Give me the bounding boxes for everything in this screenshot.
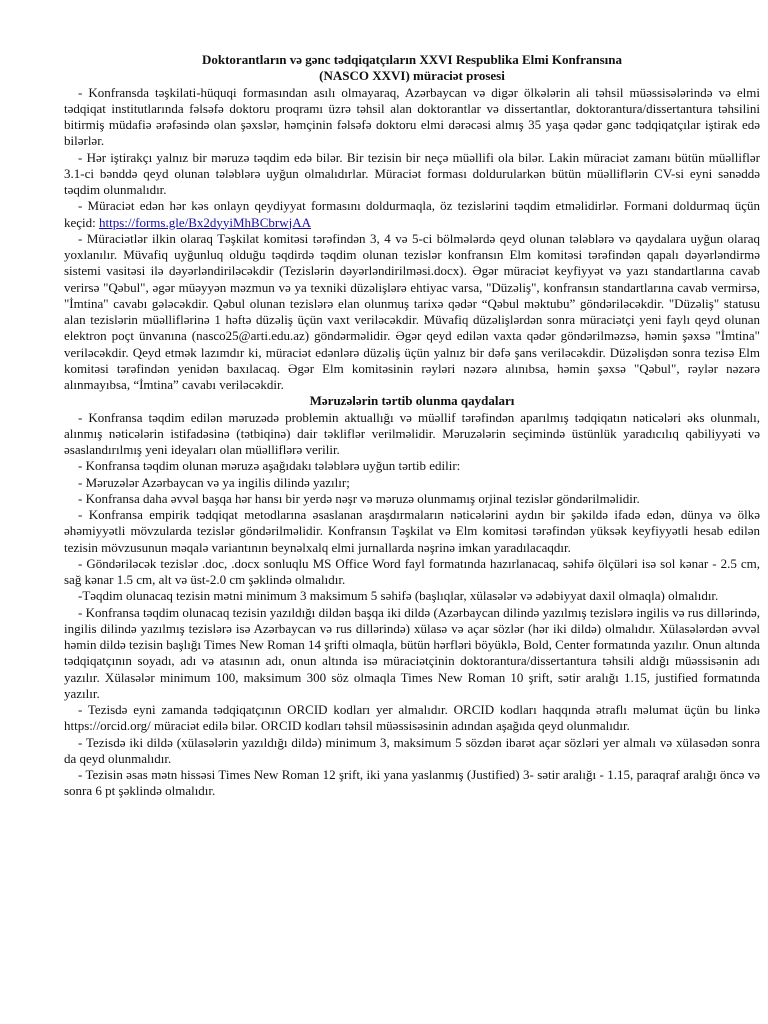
paragraph-keywords: - Tezisdə iki dildə (xülasələrin yazıldığı dildə) minimum 3, maksimum 5 sözdən ibarət açar sözləri yer almalı və xülasədən sonra da qeyd olunmalıdır. [64,734,760,766]
registration-form-link[interactable]: https://forms.gle/Bx2dyyiMhBCbrwjAA [99,214,311,230]
section-title-rules: Məruzələrin tərtib olunma qaydaları [309,393,515,409]
document-title-line1: Doktorantların və gənc tədqiqatçıların XXVI Respublika Elmi Konfransına [201,52,622,67]
paragraph-abstracts: - Konfransa təqdim olunacaq tezisin yazıldığı dildən başqa iki dildə (Azərbaycan dilində yazılmış tezislərə ingilis və rus dillərində, ingilis dilində yazılmış tezislərə isə Azərbaycan və rus dillərində) xülasə və açar sözlər (hər iki dildə) olmalıdır. Xülasələrdən əvvəl həmin dildə tezisin başlığı Times New Roman 14 şrifti olmaqla, bütün hərfləri böyüklə, Bold, Center formatında yazılır. Onun altında tədqiqatçının soyadı, adı və atasının adı, onun altında isə müraciətçinin doktorantura/dissertantura təhsili aldığı müəssisənin adı yazılır. Xülasələr minimum 100, maksimum 300 söz olmaqla Times New Roman 10 şrift, sətir aralığı 1.15, justified formatında yazılır. [64,604,760,701]
paragraph-originality: - Konfransa daha əvvəl başqa hər hansı bir yerdə nəşr və məruzə olunmamış orjinal tezislər göndərilməlidir. [78,490,640,506]
registration-text: - Müraciət edən hər kəs onlayn qeydiyyat formasını doldurmaqla, öz tezislərini təqdim etməlidirlər. Formani doldurmaq üçün keçid: [64,198,760,230]
paragraph-requirements-intro: - Konfransa təqdim olunan məruzə aşağıdakı tələblərə uyğun tərtib edilir: [78,458,461,474]
paragraph-orcid: - Tezisdə eyni zamanda tədqiqatçının ORCID kodları yer almalıdır. ORCID kodları haqqında ətraflı məlumat üçün bu linkə https://orcid.org/ müraciət edilə bilər. ORCID kodları təhsil müəssisəsinin adından aşağıda qeyd olunmalıdır. [64,702,760,734]
paragraph-authors: - Hər iştirakçı yalnız bir məruzə təqdim edə bilər. Bir tezisin bir neçə müəllifi ola bilər. Lakin müraciət zamanı bütün müəlliflər 3.1-ci bənddə qeyd olunan tələblərə uyğun olmalıdırlar. Müraciət forması doldurularkən bütün müəlliflərin CV-si eyni sənəddə təqdim olunmalıdır. [64,149,760,197]
paragraph-file-format: - Göndəriləcək tezislər .doc, .docx sonluqlu MS Office Word fayl formatında hazırlanacaq, səhifə ölçüləri isə sol kənar - 2.5 cm, sağ kənar 1.5 cm, alt və üst-2.0 cm şəklində olmalıdır. [64,555,760,587]
paragraph-content: - Konfransa təqdim edilən məruzədə problemin aktuallığı və müəllif tərəfindən aparılmış tədqiqatın nəticələri əks olunmalı, alınmış nəticələrin istifadəsinə (tətbiqinə) dair təkliflər verilməlidir. Məruzələrin seçimində üstünlük yaradıcılıq qabiliyyəti və əsaslandırılmış yeni ideyaları olan müəlliflərə verilir. [64,409,760,457]
paragraph-participants: - Konfransda təşkilati-hüquqi formasından asılı olmayaraq, Azərbaycan və digər ölkələrin ali təhsil müəssisələrində və elmi tədqiqat institutlarında fəlsəfə doktoru proqramı üzrə təhsil alan doktorantlar və dissertantlar, doktorantura/dissertantura təhsilini bitirmiş müdafiə ərəfəsində olan şəxslər, həmçinin fəlsəfə doktoru elmi dərəcəsi almış 35 yaşa qədər gənc tədqiqatçılar iştirak edə bilərlər. [64,84,760,149]
document-page [64,52,760,800]
paragraph-length: -Təqdim olunacaq tezisin mətni minimum 3 maksimum 5 səhifə (başlıqlar, xülasələr və ədəbiyyat daxil olmaqla) olmalıdır. [78,588,719,604]
paragraph-language: - Məruzələr Azərbaycan və ya ingilis dilində yazılır; [78,474,350,490]
paragraph-main-text: - Tezisin əsas mətn hissəsi Times New Roman 12 şrift, iki yana yaslanmış (Justified) 3- sətir aralığı - 1.15, paraqraf aralığı öncə və sonra 6 pt şəklində olmalıdır. [64,767,760,799]
document-title-line2: (NASCO XXVI) müraciət prosesi [319,68,505,84]
paragraph-review-process: - Müraciətlər ilkin olaraq Təşkilat komitəsi tərəfindən 3, 4 və 5-ci bölmələrdə qeyd olunan tələblərə və qaydalara uyğun olaraq yoxlanılır. Müvafiq uyğunluq olduğu təqdirdə təqdim olunan tezislər konfransın Elm komitəsi tərəfindən qapalı dəyərləndirmə sistemi vasitəsi ilə dəyərləndiriləcəkdir (Tezislərin dəyərləndirilməsi.docx). Əgər müraciət keyfiyyət və yazı standartlarına cavab verirsə "Qəbul", əgər müəyyən məzmun və ya texniki düzəlişlərə ehtiyac varsa, "Düzəliş", konfransın standartlarına cavab vermirsə, "İmtina" cavabı gələcəkdir. Qəbul olunan tezislərə elan olunmuş tarixə qədər “Qəbul məktubu” göndəriləcəkdir. "Düzəliş" statusu alan tezislərin müəlliflərinə 1 həftə düzəliş üçün vaxt veriləcəkdir. Müvafiq düzəlişlərdən sonra müraciətçi yeni faylı qeyd olunan elektron poçt ünvanına (nasco25@arti.edu.az) göndərməlidir. Əgər qeyd edilən vaxta qədər göndərilməzsə, həmin şəxsə "İmtina" veriləcəkdir. Qeyd etmək lazımdır ki, müraciət edənlərə düzəliş üçün yalnız bir dəfə şans veriləcəkdir. Düzəlişdən sonra tezisə Elm komitəsi tərəfindən yenidən baxılacaq. Əgər Elm komitəsinin rəyləri nəzərə alınıbsa, həmin şəxsə "Qəbul", rəylər nəzərə alınmayıbsa, “İmtina” cavabı veriləcəkdir. [64,230,760,392]
paragraph-registration [64,198,760,231]
paragraph-empirical: - Konfransa empirik tədqiqat metodlarına əsaslanan araşdırmaların nəticələrini aydın bir şəkildə ifadə edən, dünya və ölkə əhəmiyyətli mövzularda tezislər göndərilməlidir. Konfransın Təşkilat və Elm komitəsi tərəfindən yüksək keyfiyyətli hesab edilən tezisin mövzusunun məqalə variantının beynəlxalq elmi jurnallarda nəşrinə imkan yaradılacaqdır. [64,507,760,555]
